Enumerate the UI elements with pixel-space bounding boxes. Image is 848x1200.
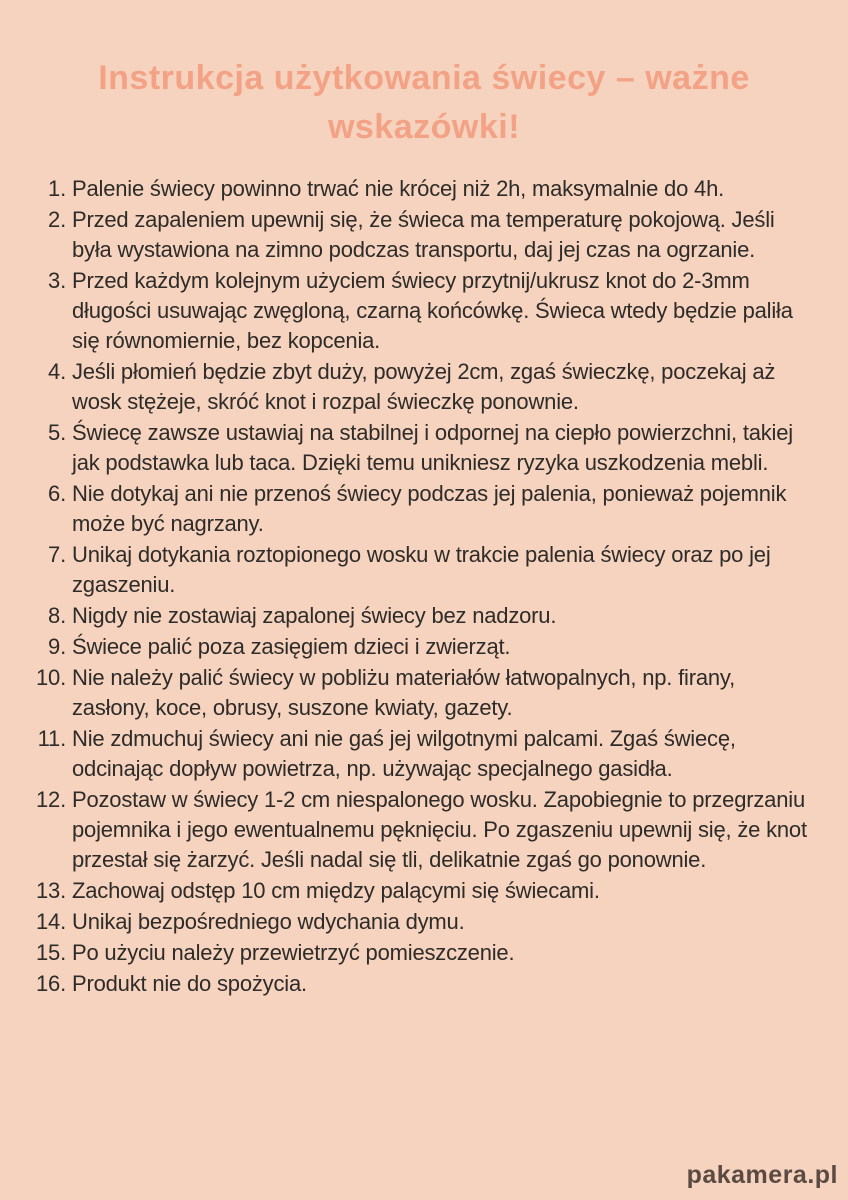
instructions-list (24, 174, 808, 999)
instruction-text: Pozostaw w świecy 1-2 cm niespalonego wosku. Zapobiegnie to przegrzaniu pojemnika i jego ewentualnemu pęknięciu. Po zgaszeniu upewnij się, że knot przestał się żarzyć. Jeśli nadal się tli, delikatnie zgaś go ponownie. (72, 787, 807, 872)
instruction-item (24, 205, 808, 265)
instruction-text: Jeśli płomień będzie zbyt duży, powyżej 2cm, zgaś świeczkę, poczekaj aż wosk stężeje, skróć knot i rozpal świeczkę ponownie. (72, 359, 776, 414)
instruction-text: Nie zdmuchuj świecy ani nie gaś jej wilgotnymi palcami. Zgaś świecę, odcinając dopływ powietrza, np. używając specjalnego gasidła. (72, 726, 736, 781)
instruction-text: Świecę zawsze ustawiaj na stabilnej i odpornej na ciepło powierzchni, takiej jak podstawka lub taca. Dzięki temu unikniesz ryzyka uszkodzenia mebli. (72, 420, 793, 475)
instruction-number: 4. (48, 359, 66, 384)
instruction-number: 10. (36, 665, 66, 690)
instruction-item (24, 907, 808, 937)
page-title: Instrukcja użytkowania świecy – ważne wskazówki! (98, 59, 750, 146)
instruction-text: Zachowaj odstęp 10 cm między palącymi się świecami. (72, 878, 600, 903)
instruction-text: Przed zapaleniem upewnij się, że świeca ma temperaturę pokojową. Jeśli była wystawiona na zimno podczas transportu, daj jej czas na ogrzanie. (72, 207, 775, 262)
instruction-text: Unikaj bezpośredniego wdychania dymu. (72, 909, 465, 934)
instruction-number: 7. (48, 542, 66, 567)
instruction-item (24, 357, 808, 417)
instruction-number: 15. (36, 940, 66, 965)
instruction-number: 9. (48, 634, 66, 659)
instruction-item (24, 724, 808, 784)
instruction-number: 5. (48, 420, 66, 445)
instruction-number: 11. (37, 726, 66, 751)
instruction-item (24, 479, 808, 539)
instruction-text: Po użyciu należy przewietrzyć pomieszczenie. (72, 940, 515, 965)
instruction-item (24, 632, 808, 662)
instruction-item (24, 969, 808, 999)
instruction-item (24, 663, 808, 723)
instruction-number: 2. (48, 207, 66, 232)
instruction-number: 14. (36, 909, 66, 934)
instruction-item (24, 540, 808, 600)
instruction-number: 1. (48, 176, 66, 201)
instruction-number: 6. (48, 481, 66, 506)
instruction-item (24, 266, 808, 356)
instruction-number: 12. (36, 787, 66, 812)
instruction-text: Unikaj dotykania roztopionego wosku w trakcie palenia świecy oraz po jej zgaszeniu. (72, 542, 771, 597)
instruction-item (24, 785, 808, 875)
instruction-text: Nie należy palić świecy w pobliżu materiałów łatwopalnych, np. firany, zasłony, koce, obrusy, suszone kwiaty, gazety. (72, 665, 736, 720)
instruction-number: 13. (36, 878, 66, 903)
instruction-text: Nigdy nie zostawiaj zapalonej świecy bez nadzoru. (72, 603, 557, 628)
instruction-item (24, 418, 808, 478)
instruction-text: Produkt nie do spożycia. (72, 971, 307, 996)
instruction-number: 3. (48, 268, 66, 293)
instruction-text: Palenie świecy powinno trwać nie krócej niż 2h, maksymalnie do 4h. (72, 176, 725, 201)
instruction-text: Świece palić poza zasięgiem dzieci i zwierząt. (72, 634, 511, 659)
instruction-item (24, 174, 808, 204)
instruction-text: Przed każdym kolejnym użyciem świecy przytnij/ukrusz knot do 2-3mm długości usuwając zwęgloną, czarną końcówkę. Świeca wtedy będzie paliła się równomiernie, bez kopcenia. (72, 268, 793, 353)
instruction-item (24, 601, 808, 631)
instruction-text: Nie dotykaj ani nie przenoś świecy podczas jej palenia, ponieważ pojemnik może być nagrzany. (72, 481, 787, 536)
instruction-item (24, 876, 808, 906)
instruction-item (24, 938, 808, 968)
instruction-number: 16. (36, 971, 66, 996)
pakamera-logo: pakamera.pl (686, 1161, 838, 1189)
instruction-number: 8. (48, 603, 66, 628)
